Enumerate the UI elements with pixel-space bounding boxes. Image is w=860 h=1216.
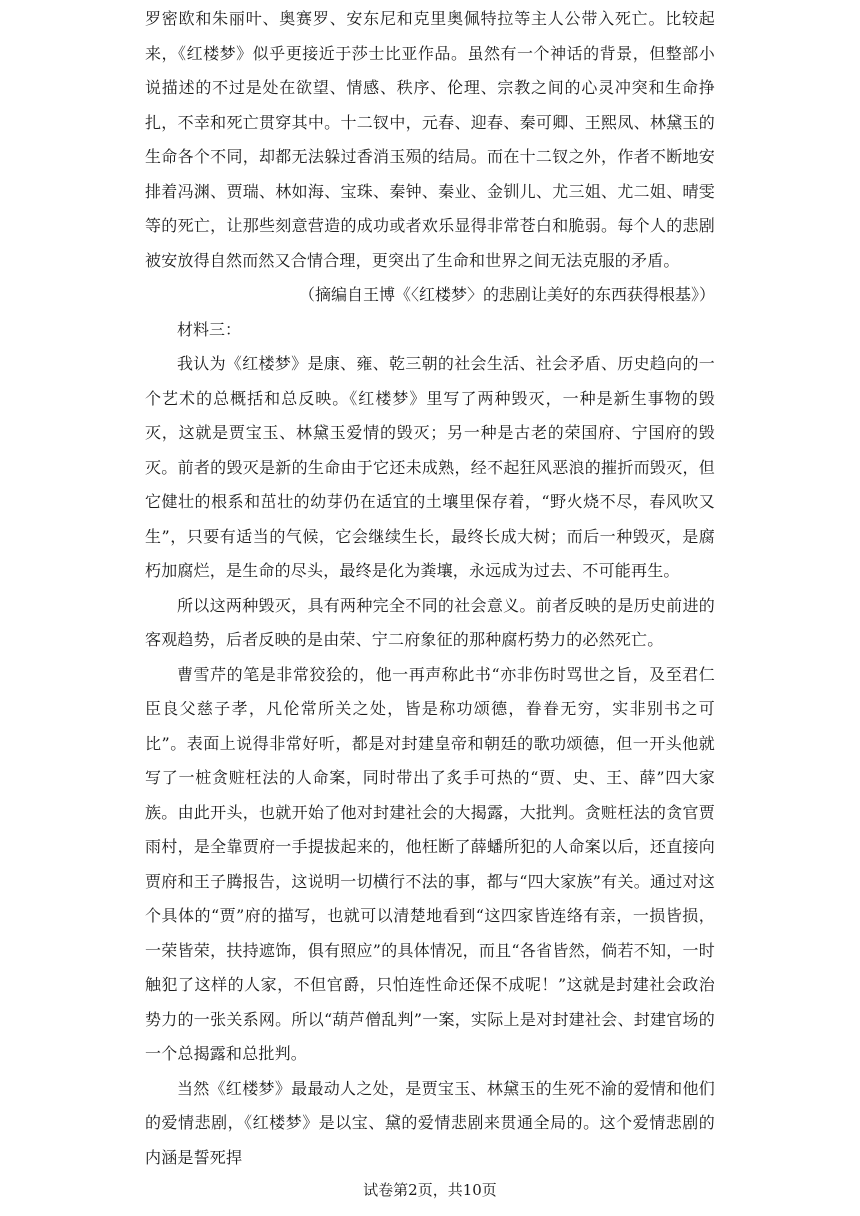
- source-citation: （摘编自王博《〈红楼梦〉的悲剧让美好的东西获得根基》）: [298, 285, 715, 304]
- paragraph-continued: 罗密欧和朱丽叶、奥赛罗、安东尼和克里奥佩特拉等主人公带入死亡。比较起来，《红楼梦》似乎更接近于莎士比亚作品。虽然有一个神话的背景，但整部小说描述的不过是处在欲望、情感、秩序、伦理、宗教之间的心灵冲突和生命挣扎，不幸和死亡贯穿其中。十二钗中，元春、迎春、秦可卿、王熙凤、林黛玉的生命各个不同，却都无法躲过香消玉殒的结局。而在十二钗之外，作者不断地安排着冯渊、贾瑞、林如海、宝珠、秦钟、秦业、金钏儿、尤三姐、尤二姐、晴雯等的死亡，让那些刻意营造的成功或者欢乐显得非常苍白和脆弱。每个人的悲剧被安放得自然而然又合情合理，更突出了生命和世界之间无法克服的矛盾。: [145, 9, 715, 270]
- paragraph: 曹雪芹的笔是非常狡狯的，他一再声称此书“亦非伤时骂世之旨，及至君仁臣良父慈子孝，凡伦常所关之处，皆是称功颂德，眷眷无穷，实非别书之可比”。表面上说得非常好听，都是对封建皇帝和朝廷的歌功颂德，但一开头他就写了一桩贪赃枉法的人命案，同时带出了炙手可热的“贾、史、王、薛”四大家族。由此开头，也就开始了他对封建社会的大揭露，大批判。贪赃枉法的贪官贾雨村，是全靠贾府一手提拔起来的，他枉断了薛蟠所犯的人命案以后，还直接向贾府和王子腾报告，这说明一切横行不法的事，都与“四大家族”有关。通过对这个具体的“贾”府的描写，也就可以清楚地看到“这四家皆连络有亲，一损皆损，一荣皆荣，扶持遮饰，俱有照应”的具体情况，而且“各省皆然，倘若不知，一时触犯了这样的人家，不但官爵，只怕连性命还保不成呢！”这就是封建社会政治势力的一张关系网。所以“葫芦僧乱判”一案，实际上是对封建社会、封建官场的一个总揭露和总批判。: [145, 664, 715, 1063]
- paragraph: 所以这两种毁灭，具有两种完全不同的社会意义。前者反映的是历史前进的客观趋势，后者反映的是由荣、宁二府象征的那种腐朽势力的必然死亡。: [145, 595, 715, 649]
- paragraph: 当然《红楼梦》最最动人之处，是贾宝玉、林黛玉的生死不渝的爱情和他们的爱情悲剧，《红楼梦》是以宝、黛的爱情悲剧来贯通全局的。这个爱情悲剧的内涵是誓死捍: [145, 1078, 715, 1167]
- article-body: [145, 2, 715, 1175]
- page-footer: 试卷第2页，共10页: [363, 1181, 497, 1199]
- paragraph: 我认为《红楼梦》是康、雍、乾三朝的社会生活、社会矛盾、历史趋向的一个艺术的总概括和总反映。《红楼梦》里写了两种毁灭，一种是新生事物的毁灭，这就是贾宝玉、林黛玉爱情的毁灭；另一种是古老的荣国府、宁国府的毁灭。前者的毁灭是新的生命由于它还未成熟，经不起狂风恶浪的摧折而毁灭，但它健壮的根系和茁壮的幼芽仍在适宜的土壤里保存着，“野火烧不尽，春风吹又生”，只要有适当的气候，它会继续生长，最终长成大树；而后一种毁灭，是腐朽加腐烂，是生命的尽头，最终是化为粪壤，永远成为过去、不可能再生。: [145, 354, 715, 580]
- material-three-heading: 材料三：: [177, 319, 242, 339]
